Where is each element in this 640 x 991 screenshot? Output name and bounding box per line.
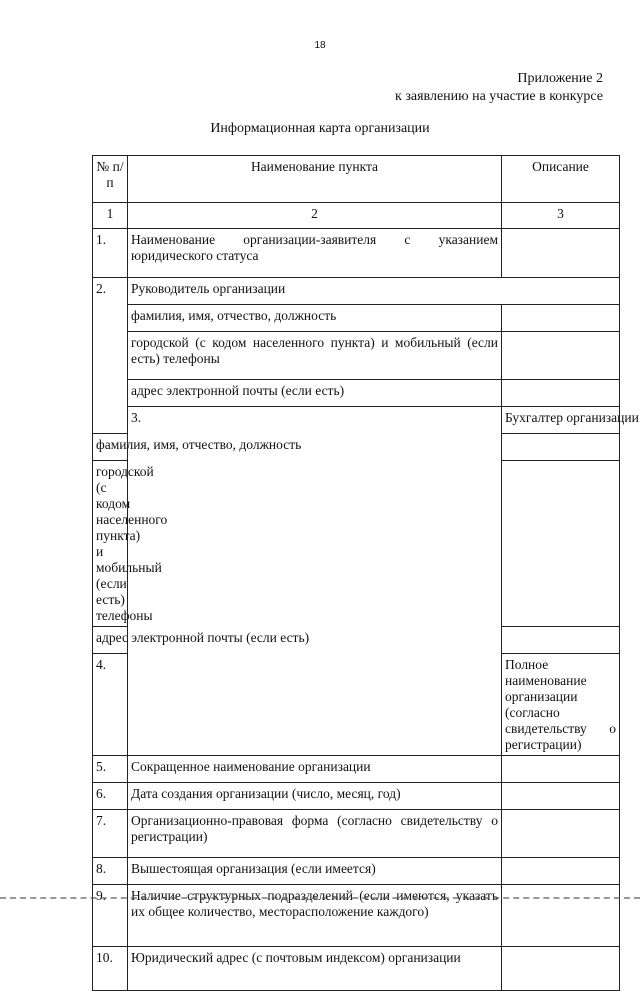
document-title: Информационная карта организации bbox=[210, 121, 430, 136]
table-row bbox=[93, 278, 620, 305]
header-num: № п/п bbox=[93, 156, 128, 203]
appendix-note bbox=[395, 70, 603, 106]
row-name: Сокращенное наименование организации bbox=[128, 756, 502, 783]
table-row bbox=[93, 885, 620, 947]
row-name: Наличие структурных подразделений (если имеются, указать их общее количество, месторасположение каждого) bbox=[128, 885, 502, 947]
row-name: городской (с кодом населенного пункта) и мобильный (если есть) телефоны bbox=[93, 461, 128, 627]
row-name: Руководитель организации bbox=[128, 278, 620, 305]
table-row bbox=[93, 858, 620, 885]
row-name: Наименование организации-заявителя с указанием юридического статуса bbox=[128, 229, 502, 278]
row-number: 2. bbox=[93, 278, 128, 434]
row-description[interactable] bbox=[502, 756, 620, 783]
row-number: 3. bbox=[128, 407, 502, 756]
row-description[interactable] bbox=[502, 332, 620, 380]
table-row bbox=[93, 947, 620, 991]
table-row bbox=[93, 783, 620, 810]
row-description[interactable] bbox=[502, 461, 620, 627]
row-name: фамилия, имя, отчество, должность bbox=[93, 434, 128, 461]
row-number: 1. bbox=[93, 229, 128, 278]
header-name: Наименование пункта bbox=[128, 156, 502, 203]
row-number: 8. bbox=[93, 858, 128, 885]
row-name: Дата создания организации (число, месяц, год) bbox=[128, 783, 502, 810]
row-name: Бухгалтер организации bbox=[502, 407, 620, 434]
row-description[interactable] bbox=[502, 885, 620, 947]
appendix-line-1: Приложение 2 bbox=[517, 71, 603, 86]
row-number: 5. bbox=[93, 756, 128, 783]
header-row bbox=[93, 156, 620, 203]
appendix-line-2: к заявлению на участие в конкурсе bbox=[395, 89, 603, 104]
row-number: 6. bbox=[93, 783, 128, 810]
row-description[interactable] bbox=[502, 229, 620, 278]
table-row bbox=[93, 380, 620, 407]
index-cell-1: 1 bbox=[93, 203, 128, 229]
row-description[interactable] bbox=[502, 858, 620, 885]
row-name: фамилия, имя, отчество, должность bbox=[128, 305, 502, 332]
row-description[interactable] bbox=[502, 783, 620, 810]
row-number: 7. bbox=[93, 810, 128, 858]
header-desc: Описание bbox=[502, 156, 620, 203]
table-row bbox=[93, 332, 620, 380]
row-description[interactable] bbox=[502, 434, 620, 461]
index-cell-3: 3 bbox=[502, 203, 620, 229]
table-row bbox=[93, 810, 620, 858]
row-description[interactable] bbox=[502, 380, 620, 407]
row-name: городской (с кодом населенного пункта) и мобильный (если есть) телефоны bbox=[128, 332, 502, 380]
row-description[interactable] bbox=[502, 305, 620, 332]
table-row bbox=[93, 305, 620, 332]
page-number: 18 bbox=[314, 40, 326, 51]
row-description[interactable] bbox=[502, 627, 620, 654]
scan-edge-line bbox=[0, 897, 640, 899]
row-name: Вышестоящая организация (если имеется) bbox=[128, 858, 502, 885]
row-description[interactable] bbox=[502, 810, 620, 858]
index-cell-2: 2 bbox=[128, 203, 502, 229]
row-name: Организационно-правовая форма (согласно свидетельству о регистрации) bbox=[128, 810, 502, 858]
row-number: 9. bbox=[93, 885, 128, 947]
column-index-row bbox=[93, 203, 620, 229]
row-description[interactable] bbox=[502, 947, 620, 991]
info-card-table bbox=[92, 155, 639, 991]
row-name: Юридический адрес (с почтовым индексом) организации bbox=[128, 947, 502, 991]
row-name: адрес электронной почты (если есть) bbox=[128, 380, 502, 407]
row-number: 4. bbox=[93, 654, 128, 756]
table-row bbox=[93, 756, 620, 783]
table-row bbox=[93, 229, 620, 278]
table-row bbox=[93, 407, 620, 434]
row-name: адрес электронной почты (если есть) bbox=[93, 627, 128, 654]
row-number: 10. bbox=[93, 947, 128, 991]
row-name: Полное наименование организации (согласно свидетельству о регистрации) bbox=[502, 654, 620, 756]
